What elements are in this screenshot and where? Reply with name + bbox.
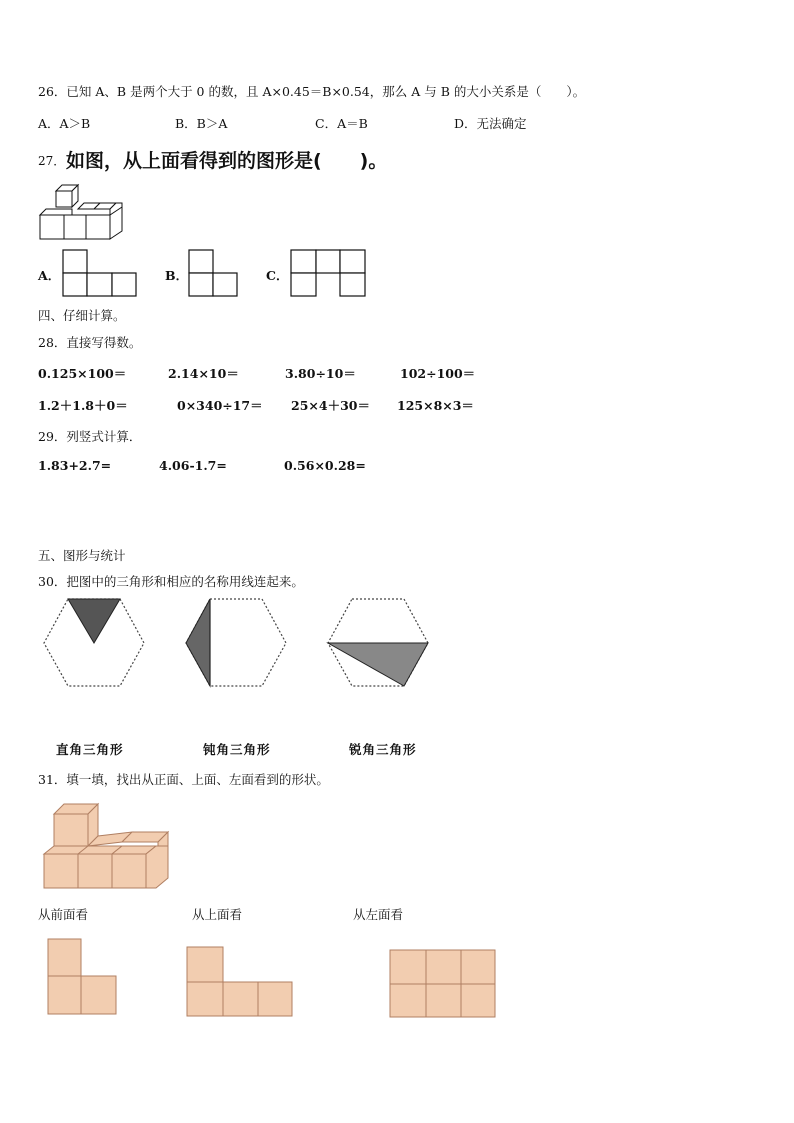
q26-option-c: C．A＝B [315, 116, 368, 131]
q30-hexagon-2 [184, 598, 288, 688]
q29-item: 1.83+2.7= [38, 458, 112, 473]
q31-left-view-shape [389, 949, 497, 1019]
q27-option-b-label: B． [165, 268, 189, 283]
q28-item: 1.2＋1.8＋0＝ [38, 398, 128, 413]
q31-view-left: 从左面看 [353, 907, 404, 922]
q30-name-obtuse: 钝角三角形 [203, 742, 271, 757]
q27-number: 27． [38, 154, 66, 168]
q31-view-front: 从前面看 [38, 907, 89, 922]
q27-option-c-shape [290, 249, 368, 297]
q28-stem: 28．直接写得数。 [38, 335, 142, 350]
q31-front-view-shape [47, 938, 119, 1016]
q28-item: 0×340÷17＝ [177, 398, 263, 413]
q27-stem: 如图，从上面看得到的图形是( )。 [66, 150, 388, 172]
q31-top-view-shape [186, 946, 294, 1018]
q31-cube-figure [42, 802, 172, 892]
q26-option-b: B．B＞A [175, 116, 228, 131]
q28-item: 25×4＋30＝ [291, 398, 370, 413]
q27-cube-figure [38, 183, 128, 243]
q27-option-c-label: C． [266, 268, 289, 283]
q26-stem: 26．已知 A、B 是两个大于 0 的数，且 A×0.45＝B×0.54，那么 A 与 B 的大小关系是（ ）。 [38, 84, 586, 99]
q30-hexagon-1 [42, 598, 146, 688]
q27-option-a-label: A． [38, 268, 61, 283]
q29-item: 0.56×0.28= [284, 458, 366, 473]
q28-item: 2.14×10＝ [168, 366, 239, 381]
q27-option-a-shape [62, 249, 138, 297]
q30-hexagon-3 [326, 598, 430, 688]
section5-title: 五、图形与统计 [38, 548, 126, 563]
q30-stem: 30．把图中的三角形和相应的名称用线连起来。 [38, 574, 304, 589]
q28-item: 3.80÷10＝ [285, 366, 356, 381]
q30-name-acute: 锐角三角形 [349, 742, 417, 757]
q28-item: 102÷100＝ [400, 366, 476, 381]
q29-stem: 29．列竖式计算． [38, 429, 142, 444]
q26-option-d: D．无法确定 [454, 116, 527, 131]
q27-option-b-shape [188, 249, 240, 297]
q29-item: 4.06-1.7= [159, 458, 227, 473]
q31-stem: 31．填一填，找出从正面、上面、左面看到的形状。 [38, 772, 329, 787]
q26-option-a: A．A＞B [38, 116, 91, 131]
q28-item: 125×8×3＝ [397, 398, 474, 413]
q28-item: 0.125×100＝ [38, 366, 127, 381]
q31-view-top: 从上面看 [192, 907, 243, 922]
section4-title: 四、仔细计算。 [38, 308, 126, 323]
q30-name-right: 直角三角形 [56, 742, 124, 757]
